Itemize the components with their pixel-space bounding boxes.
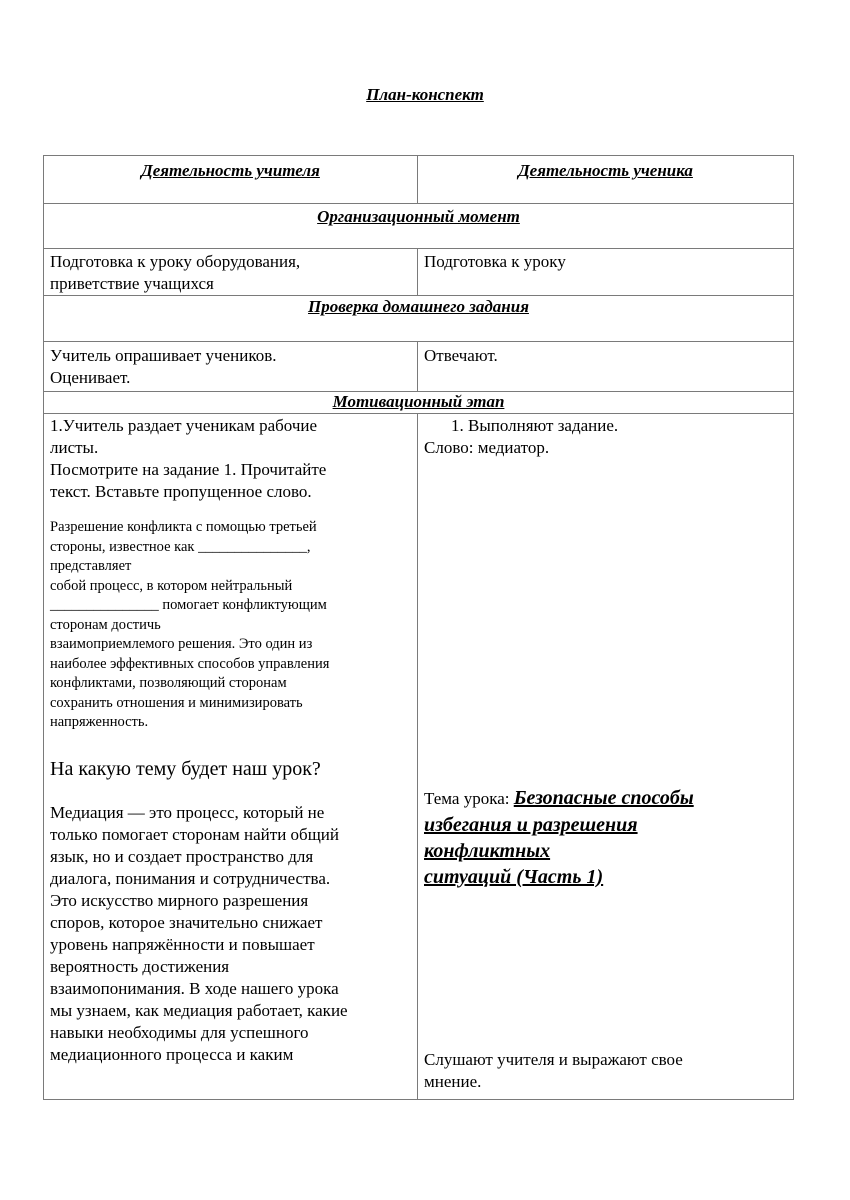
text-line: Это искусство мирного разрешения: [50, 890, 309, 910]
text-line: Разрешение конфликта с помощью третьей: [50, 519, 317, 535]
student-activity: Отвечают.: [424, 346, 498, 365]
teacher-activity: приветствие учащихся: [50, 274, 214, 293]
teacher-activity: Подготовка к уроку оборудования,: [50, 252, 301, 271]
text-line: Посмотрите на задание 1. Прочитайте: [50, 460, 327, 479]
student-listen: [424, 1049, 787, 1093]
text-line: навыки необходимы для успешного: [50, 1022, 309, 1042]
stage-row-homework: [44, 296, 794, 342]
student-word: Слово: медиатор.: [424, 438, 550, 457]
text-line: собой процесс, в котором нейтральный: [50, 577, 293, 594]
topic-label: Тема урока:: [424, 789, 514, 808]
topic-title: Безопасные способы: [513, 787, 694, 809]
teacher-activity: Оценивает.: [50, 368, 131, 387]
text-line: напряженность.: [50, 714, 149, 730]
col-header-student: Деятельность ученика: [518, 161, 693, 180]
table-row: [44, 249, 794, 296]
topic-title: конфликтных: [424, 840, 551, 862]
student-task: 1. Выполняют задание.: [451, 416, 619, 435]
stage-row-organizational: [44, 204, 794, 249]
lesson-plan-table: [43, 155, 794, 1100]
text-line: мнение.: [424, 1072, 482, 1091]
topic-title: избегания и разрешения: [424, 814, 638, 836]
col-header-teacher: Деятельность учителя: [141, 161, 320, 180]
stage-row-motivational: [44, 392, 794, 414]
text-line: только помогает сторонам найти общий: [50, 824, 339, 844]
table-header-row: [44, 156, 794, 204]
stage-title: Организационный момент: [317, 207, 520, 226]
lesson-question: На какую тему будет наш урок?: [50, 757, 321, 780]
teacher-intro: [50, 415, 411, 503]
text-line: взаимопонимания. В ходе нашего урока: [50, 978, 339, 998]
text-line: текст. Вставьте пропущенное слово.: [50, 482, 312, 501]
text-line: конфликтами, позволяющий сторонам: [50, 675, 287, 691]
text-line: взаимоприемлемого решения. Это один из: [50, 636, 313, 652]
text-line: Слушают учителя и выражают свое: [424, 1050, 683, 1069]
mediation-text: [50, 802, 411, 1066]
text-line: наиболее эффективных способов управления: [50, 655, 330, 672]
text-line: _______________ помогает конфликтующим: [50, 597, 327, 613]
text-line: споров, которое значительно снижает: [50, 912, 323, 932]
text-line: язык, но и создает пространство для: [50, 846, 314, 866]
text-line: диалога, понимания и сотрудничества.: [50, 868, 331, 888]
text-line: стороны, известное как _______________,: [50, 538, 311, 555]
text-line: Медиация — это процесс, который не: [50, 802, 325, 822]
page-title: План-конспект: [366, 85, 484, 104]
text-line: листы.: [50, 438, 99, 457]
stage-title: Проверка домашнего задания: [308, 297, 529, 316]
teacher-activity: Учитель опрашивает учеников.: [50, 346, 277, 365]
task-text: [50, 518, 411, 733]
stage-title: Мотивационный этап: [332, 392, 505, 411]
text-line: вероятность достижения: [50, 956, 230, 976]
table-row: [44, 342, 794, 392]
topic-title: ситуаций (Часть 1): [424, 866, 604, 888]
text-line: сохранить отношения и минимизировать: [50, 694, 303, 711]
text-line: сторонам достичь: [50, 616, 161, 633]
text-line: 1.Учитель раздает ученикам рабочие: [50, 416, 318, 435]
text-line: мы узнаем, как медиация работает, какие: [50, 1000, 348, 1020]
text-line: медиационного процесса и каким: [50, 1044, 294, 1064]
table-row: [44, 414, 794, 1100]
text-line: представляет: [50, 558, 132, 574]
text-line: уровень напряжённости и повышает: [50, 934, 315, 954]
lesson-topic: [424, 785, 787, 890]
student-activity: Подготовка к уроку: [424, 252, 566, 271]
student-column: [424, 415, 787, 1099]
